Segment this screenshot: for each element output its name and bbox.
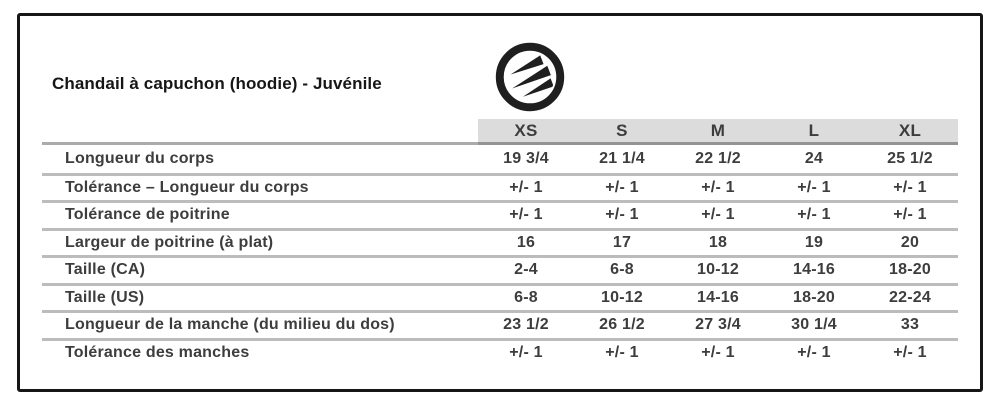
column-header-m: M — [670, 119, 766, 145]
table-cell: +/- 1 — [478, 200, 574, 228]
table-cell: +/- 1 — [766, 173, 862, 201]
table-cell: 33 — [862, 310, 958, 338]
table-cell: +/- 1 — [574, 338, 670, 366]
table-cell: 6-8 — [478, 283, 574, 311]
row-label-size-ca: Taille (CA) — [42, 255, 478, 283]
table-cell: 19 3/4 — [503, 149, 549, 167]
table-cell: 14-16 — [670, 283, 766, 311]
table-cell: 23 1/2 — [478, 310, 574, 338]
table-cell: 18 — [670, 228, 766, 256]
table-cell: +/- 1 — [478, 173, 574, 201]
table-cell: +/- 1 — [574, 173, 670, 201]
table-cell: +/- 1 — [478, 338, 574, 366]
brand-logo-icon — [494, 41, 566, 113]
table-cell: 18-20 — [766, 283, 862, 311]
column-header-s: S — [574, 119, 670, 145]
row-label-body-length: Longueur du corps — [65, 149, 215, 167]
table-cell: 10-12 — [574, 283, 670, 311]
table-cell: 16 — [478, 228, 574, 256]
row-label-chest-width: Largeur de poitrine (à plat) — [42, 228, 478, 256]
table-cell: +/- 1 — [862, 338, 958, 366]
table-cell: 6-8 — [574, 255, 670, 283]
page-title: Chandail à capuchon (hoodie) - Juvénile — [52, 74, 382, 93]
row-label-chest-tolerance: Tolérance de poitrine — [42, 200, 478, 228]
table-cell: 25 1/2 — [887, 149, 933, 167]
table-cell: +/- 1 — [766, 200, 862, 228]
size-table — [42, 119, 958, 365]
table-cell: 22-24 — [862, 283, 958, 311]
row-label-size-us: Taille (US) — [42, 283, 478, 311]
table-cell: 19 — [766, 228, 862, 256]
table-cell: +/- 1 — [670, 338, 766, 366]
table-cell: 22 1/2 — [695, 149, 741, 167]
column-header-xl: XL — [862, 119, 958, 145]
table-cell: +/- 1 — [670, 173, 766, 201]
row-label-sleeve-tolerance: Tolérance des manches — [42, 338, 478, 366]
table-cell: 18-20 — [862, 255, 958, 283]
table-cell: 17 — [574, 228, 670, 256]
row-label-sleeve-length: Longueur de la manche (du milieu du dos) — [42, 310, 478, 338]
column-header-xs: XS — [478, 119, 574, 145]
table-cell: 24 — [804, 149, 824, 167]
table-cell: +/- 1 — [670, 200, 766, 228]
table-cell: 20 — [862, 228, 958, 256]
table-cell: 27 3/4 — [670, 310, 766, 338]
size-chart-card — [17, 13, 983, 392]
table-cell: +/- 1 — [862, 200, 958, 228]
table-cell: +/- 1 — [862, 173, 958, 201]
table-cell: 21 1/4 — [599, 149, 645, 167]
table-cell: 2-4 — [478, 255, 574, 283]
table-cell: 26 1/2 — [574, 310, 670, 338]
column-header-measure — [42, 119, 478, 145]
table-cell: +/- 1 — [574, 200, 670, 228]
table-cell: 30 1/4 — [766, 310, 862, 338]
row-label-body-length-tolerance: Tolérance – Longueur du corps — [42, 173, 478, 201]
table-cell: +/- 1 — [766, 338, 862, 366]
table-cell: 10-12 — [670, 255, 766, 283]
column-header-l: L — [766, 119, 862, 145]
table-cell: 14-16 — [766, 255, 862, 283]
